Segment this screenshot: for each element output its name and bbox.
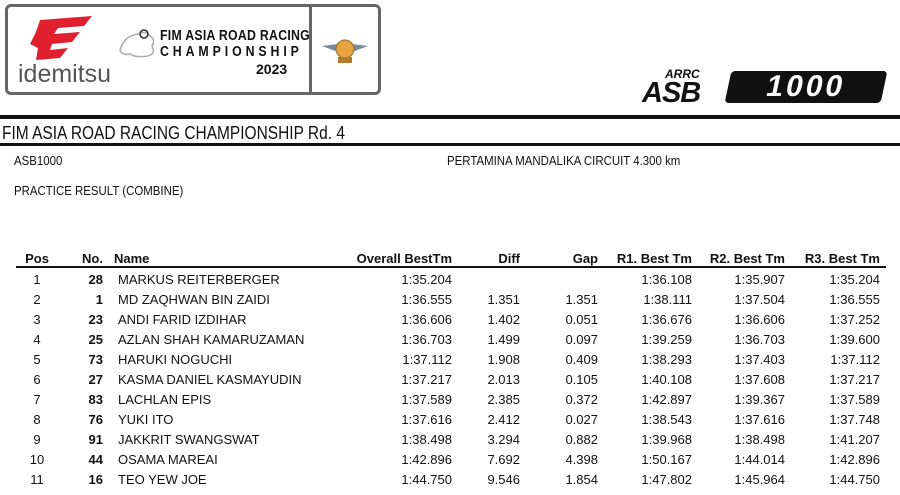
cell-r1-best: 1:38.543 bbox=[641, 412, 692, 427]
cell-number: 44 bbox=[88, 452, 103, 467]
cell-pos: 10 bbox=[29, 452, 45, 467]
cell-name: KASMA DANIEL KASMAYUDIN bbox=[118, 372, 302, 387]
cell-diff: 2.412 bbox=[487, 412, 520, 427]
header-r2-best: R2. Best Tm bbox=[709, 251, 785, 266]
cell-overall-best: 1:37.112 bbox=[402, 352, 452, 367]
cell-gap: 0.409 bbox=[565, 352, 598, 367]
cell-pos: 11 bbox=[30, 472, 44, 487]
cell-r3-best: 1:37.589 bbox=[829, 392, 880, 407]
header-gap: Gap bbox=[572, 251, 598, 266]
cell-overall-best: 1:44.750 bbox=[401, 472, 452, 487]
cell-r2-best: 1:44.014 bbox=[734, 452, 785, 467]
cell-overall-best: 1:36.606 bbox=[401, 312, 452, 327]
fim-asia-emblem-icon bbox=[322, 36, 368, 66]
cell-r3-best: 1:37.217 bbox=[829, 372, 880, 387]
cell-name: MARKUS REITERBERGER bbox=[118, 272, 280, 287]
championship-logo-line1: FIM ASIA ROAD RACING bbox=[160, 28, 311, 44]
cell-number: 1 bbox=[95, 292, 103, 307]
cell-overall-best: 1:38.498 bbox=[401, 432, 452, 447]
cell-number: 73 bbox=[88, 352, 103, 367]
cell-overall-best: 1:37.589 bbox=[401, 392, 452, 407]
cell-pos: 1 bbox=[33, 272, 41, 287]
cell-r1-best: 1:36.108 bbox=[641, 272, 692, 287]
header-r3-best: R3. Best Tm bbox=[804, 251, 880, 266]
header-overall-best: Overall BestTm bbox=[356, 251, 452, 266]
header-diff: Diff bbox=[498, 251, 520, 266]
cell-diff: 3.294 bbox=[487, 432, 520, 447]
cell-diff: 2.385 bbox=[487, 392, 520, 407]
cell-r1-best: 1:38.111 bbox=[643, 292, 692, 307]
cell-diff: 1.351 bbox=[487, 292, 520, 307]
cell-r2-best: 1:36.606 bbox=[734, 312, 785, 327]
class-logo-asb: ASB bbox=[642, 77, 701, 109]
class-logo-number: 1000 bbox=[725, 71, 888, 103]
cell-number: 16 bbox=[88, 472, 103, 487]
cell-r1-best: 1:39.968 bbox=[641, 432, 692, 447]
cell-r2-best: 1:45.964 bbox=[734, 472, 785, 487]
cell-r1-best: 1:39.259 bbox=[641, 332, 692, 347]
cell-r3-best: 1:37.252 bbox=[829, 312, 880, 327]
cell-overall-best: 1:37.217 bbox=[401, 372, 452, 387]
cell-diff: 1.402 bbox=[487, 312, 520, 327]
cell-gap: 4.398 bbox=[565, 452, 598, 467]
cell-r3-best: 1:36.555 bbox=[829, 292, 880, 307]
cell-r3-best: 1:37.748 bbox=[829, 412, 880, 427]
cell-diff: 7.692 bbox=[487, 452, 520, 467]
cell-name: LACHLAN EPIS bbox=[118, 392, 212, 407]
class-logo-arrc: ARRC bbox=[665, 67, 700, 81]
cell-gap: 0.027 bbox=[565, 412, 598, 427]
cell-name: OSAMA MAREAI bbox=[118, 452, 218, 467]
cell-overall-best: 1:36.555 bbox=[401, 292, 452, 307]
cell-diff: 1.499 bbox=[487, 332, 520, 347]
cell-r2-best: 1:36.703 bbox=[734, 332, 785, 347]
cell-number: 28 bbox=[88, 272, 103, 287]
cell-r2-best: 1:37.504 bbox=[734, 292, 785, 307]
cell-pos: 4 bbox=[33, 332, 41, 347]
cell-r3-best: 1:42.896 bbox=[829, 452, 880, 467]
cell-pos: 9 bbox=[33, 432, 41, 447]
cell-overall-best: 1:42.896 bbox=[401, 452, 452, 467]
cell-pos: 5 bbox=[33, 352, 41, 367]
header-r1-best: R1. Best Tm bbox=[616, 251, 692, 266]
cell-name: TEO YEW JOE bbox=[118, 472, 207, 487]
cell-r2-best: 1:37.608 bbox=[734, 372, 785, 387]
cell-r3-best: 1:35.204 bbox=[829, 272, 880, 287]
cell-r2-best: 1:37.616 bbox=[734, 412, 785, 427]
cell-overall-best: 1:37.616 bbox=[401, 412, 452, 427]
cell-number: 27 bbox=[88, 372, 103, 387]
cell-diff: 2.013 bbox=[487, 372, 520, 387]
idemitsu-logo-text: idemitsu bbox=[18, 60, 112, 88]
header-pos: Pos bbox=[25, 251, 49, 266]
championship-logo-year: 2023 bbox=[256, 61, 288, 77]
cell-gap: 1.351 bbox=[565, 292, 598, 307]
idemitsu-apollo-logo-icon bbox=[28, 14, 94, 62]
rider-silhouette-icon bbox=[116, 26, 160, 60]
cell-name: AZLAN SHAH KAMARUZAMAN bbox=[118, 332, 305, 347]
cell-name: HARUKI NOGUCHI bbox=[118, 352, 233, 367]
cell-diff: 1.908 bbox=[487, 352, 520, 367]
table-header-rule bbox=[16, 266, 886, 268]
cell-r3-best: 1:41.207 bbox=[829, 432, 880, 447]
cell-r3-best: 1:39.600 bbox=[829, 332, 880, 347]
cell-number: 76 bbox=[88, 412, 103, 427]
cell-name: JAKKRIT SWANGSWAT bbox=[118, 432, 260, 447]
cell-overall-best: 1:35.204 bbox=[401, 272, 452, 287]
cell-number: 25 bbox=[88, 332, 103, 347]
cell-r3-best: 1:44.750 bbox=[829, 472, 880, 487]
class-label: ASB1000 bbox=[14, 153, 63, 168]
cell-number: 83 bbox=[88, 392, 103, 407]
cell-diff bbox=[460, 271, 520, 289]
cell-r3-best: 1:37.112 bbox=[830, 352, 880, 367]
cell-name: ANDI FARID IZDIHAR bbox=[118, 312, 247, 327]
cell-r2-best: 1:38.498 bbox=[734, 432, 785, 447]
cell-name: YUKI ITO bbox=[118, 412, 174, 427]
cell-r2-best: 1:39.367 bbox=[734, 392, 785, 407]
cell-gap: 0.097 bbox=[565, 332, 598, 347]
circuit-label: PERTAMINA MANDALIKA CIRCUIT 4.300 km bbox=[447, 153, 681, 168]
cell-r1-best: 1:38.293 bbox=[641, 352, 692, 367]
cell-pos: 6 bbox=[33, 372, 41, 387]
document-title: FIM ASIA ROAD RACING CHAMPIONSHIP Rd. 4 bbox=[2, 123, 345, 143]
cell-number: 23 bbox=[88, 312, 103, 327]
cell-number: 91 bbox=[88, 432, 103, 447]
cell-r1-best: 1:40.108 bbox=[641, 372, 692, 387]
logo-divider bbox=[309, 4, 312, 95]
cell-gap: 0.105 bbox=[565, 372, 598, 387]
cell-r1-best: 1:36.676 bbox=[641, 312, 692, 327]
championship-logo-line2: CHAMPIONSHIP bbox=[160, 44, 303, 60]
cell-gap bbox=[538, 271, 598, 289]
session-label: PRACTICE RESULT (COMBINE) bbox=[14, 183, 184, 198]
cell-r1-best: 1:42.897 bbox=[641, 392, 692, 407]
cell-name: MD ZAQHWAN BIN ZAIDI bbox=[118, 292, 270, 307]
cell-pos: 3 bbox=[33, 312, 41, 327]
cell-overall-best: 1:36.703 bbox=[401, 332, 452, 347]
cell-pos: 2 bbox=[33, 292, 41, 307]
cell-pos: 7 bbox=[33, 392, 41, 407]
cell-gap: 0.882 bbox=[565, 432, 598, 447]
cell-r1-best: 1:50.167 bbox=[641, 452, 692, 467]
cell-diff: 9.546 bbox=[487, 472, 520, 487]
title-rule bbox=[0, 143, 900, 146]
cell-gap: 1.854 bbox=[565, 472, 598, 487]
header-rule bbox=[0, 115, 900, 119]
cell-r1-best: 1:47.802 bbox=[641, 472, 692, 487]
cell-gap: 0.372 bbox=[565, 392, 598, 407]
cell-pos: 8 bbox=[33, 412, 41, 427]
cell-gap: 0.051 bbox=[565, 312, 598, 327]
header-name: Name bbox=[114, 251, 150, 266]
cell-r2-best: 1:37.403 bbox=[734, 352, 785, 367]
header-number: No. bbox=[82, 251, 103, 266]
cell-r2-best: 1:35.907 bbox=[734, 272, 785, 287]
